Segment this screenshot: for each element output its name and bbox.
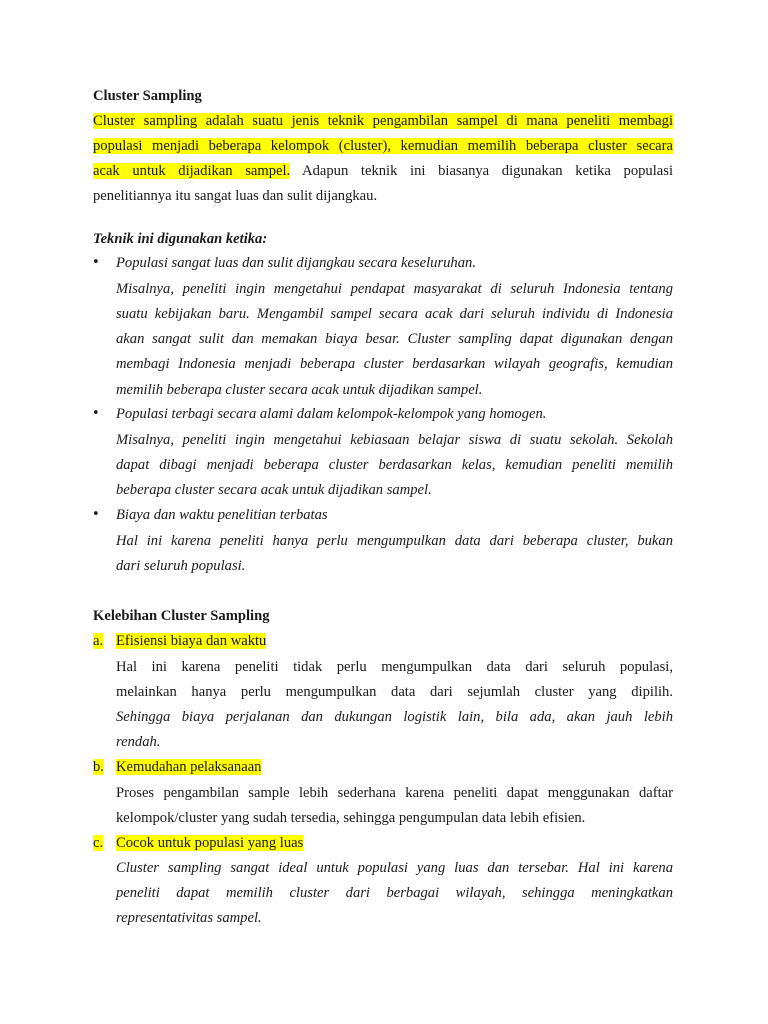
list-item-text: Misalnya, peneliti ingin mengetahui kebiasaan belajar siswa di suatu sekolah. Sekolah <box>116 432 673 448</box>
highlighted-text: Cluster sampling adalah suatu jenis teknik pengambilan sampel di mana peneliti membagi <box>93 113 673 129</box>
list-item-text: rendah. <box>116 734 161 750</box>
list-item-text: Hal ini karena peneliti tidak perlu mengumpulkan data dari seluruh populasi, <box>116 659 673 675</box>
list-marker: a. <box>93 633 104 649</box>
highlighted-text: Kemudahan pelaksanaan <box>116 759 262 775</box>
list-item-text: melainkan hanya perlu mengumpulkan data dari sejumlah cluster yang dipilih. <box>116 684 673 700</box>
list-marker: b. <box>93 759 104 775</box>
list-item-label: Populasi terbagi secara alami dalam kelompok-kelompok yang homogen. <box>116 406 547 422</box>
list-item-text: beberapa cluster secara acak untuk dijadikan sampel. <box>116 482 432 498</box>
list-item-text: membagi Indonesia menjadi beberapa cluster berdasarkan wilayah geografis, kemudian <box>116 356 673 372</box>
list-item-label <box>116 631 266 651</box>
list-item-text: Hal ini karena peneliti hanya perlu mengumpulkan data dari beberapa cluster, bukan <box>116 533 673 549</box>
list-item-label <box>116 757 261 777</box>
paragraph-line: penelitiannya itu sangat luas dan sulit dijangkau. <box>93 188 378 204</box>
list-item-text: peneliti dapat memilih cluster dari berbagai wilayah, sehingga meningkatkan <box>116 885 673 901</box>
highlighted-text: Cocok untuk populasi yang luas <box>116 835 304 851</box>
paragraph-text: Adapun teknik ini biasanya digunakan ketika populasi <box>290 163 673 179</box>
list-item-text: dari seluruh populasi. <box>116 558 246 574</box>
list-item-text: Proses pengambilan sample lebih sederhana karena peneliti dapat menggunakan daftar <box>116 785 673 801</box>
section-title-kelebihan: Kelebihan Cluster Sampling <box>93 608 270 624</box>
paragraph-line <box>93 111 673 131</box>
list-item-text: representativitas sampel. <box>116 910 262 926</box>
paragraph-line <box>93 136 673 156</box>
list-marker: c. <box>93 835 104 851</box>
highlighted-text: Efisiensi biaya dan waktu <box>116 633 267 649</box>
paragraph-line <box>93 161 673 181</box>
list-item-text: Misalnya, peneliti ingin mengetahui pendapat masyarakat di seluruh Indonesia tentang <box>116 281 673 297</box>
bullet-icon: • <box>92 406 100 421</box>
list-item-text: memilih beberapa cluster secara acak untuk dijadikan sampel. <box>116 382 483 398</box>
list-item-text: akan sangat sulit dan memakan biaya besar. Cluster sampling dapat digunakan dengan <box>116 331 673 347</box>
highlighted-text: acak untuk dijadikan sampel. <box>93 163 291 179</box>
section-title-teknik: Teknik ini digunakan ketika: <box>93 231 268 247</box>
list-item-text: dapat dibagi menjadi beberapa cluster berdasarkan kelas, kemudian peneliti memilih <box>116 457 673 473</box>
section-title-cluster-sampling: Cluster Sampling <box>93 88 202 104</box>
bullet-icon: • <box>92 255 100 270</box>
list-item-label: Populasi sangat luas dan sulit dijangkau secara keseluruhan. <box>116 255 476 271</box>
list-item-label <box>116 833 303 853</box>
list-item-label: Biaya dan waktu penelitian terbatas <box>116 507 328 523</box>
bullet-icon: • <box>92 507 100 522</box>
list-item-text: Cluster sampling sangat ideal untuk populasi yang luas dan tersebar. Hal ini karena <box>116 860 673 876</box>
highlighted-text: populasi menjadi beberapa kelompok (cluster), kemudian memilih beberapa cluster secara <box>93 138 673 154</box>
list-item-text: Sehingga biaya perjalanan dan dukungan logistik lain, bila ada, akan jauh lebih <box>116 709 673 725</box>
list-item-text: kelompok/cluster yang sudah tersedia, sehingga pengumpulan data lebih efisien. <box>116 810 586 826</box>
list-item-text: suatu kebijakan baru. Mengambil sampel secara acak dari seluruh individu di Indonesia <box>116 306 673 322</box>
